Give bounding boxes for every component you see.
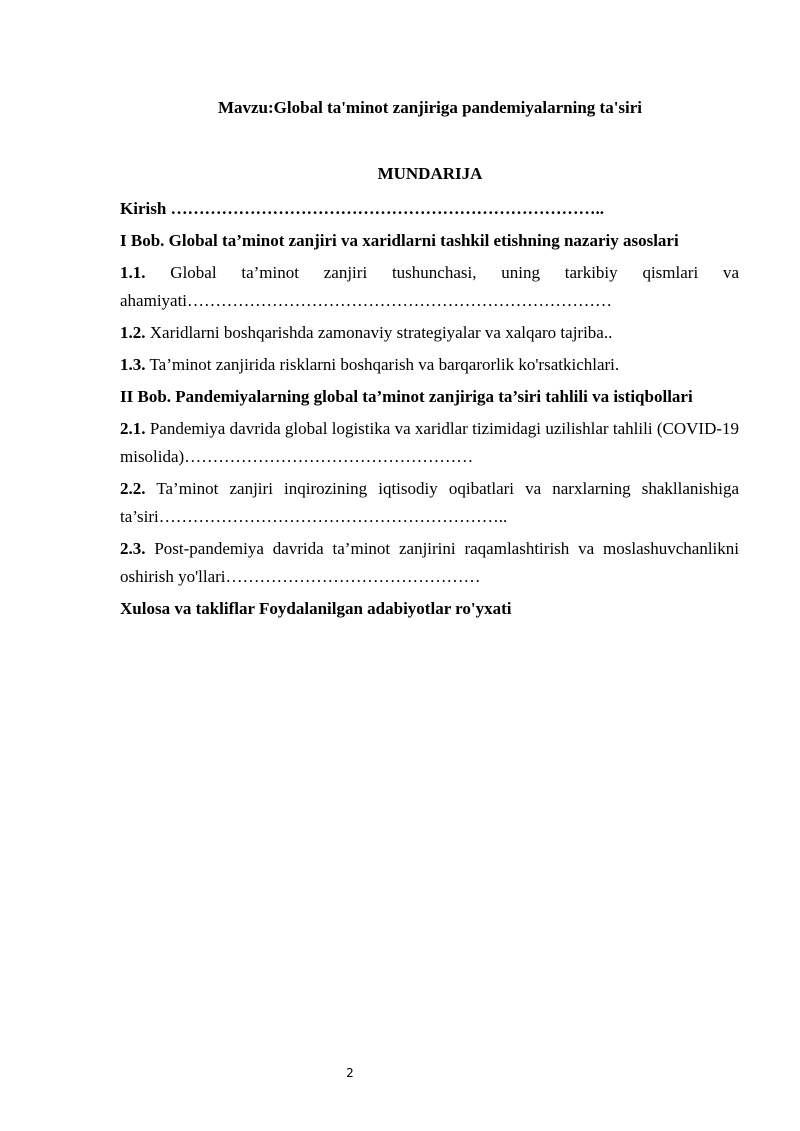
toc-section-2-1 xyxy=(120,415,739,471)
document-topic: Mavzu:Global ta'minot zanjiriga pandemiyalarning ta'siri xyxy=(217,98,643,117)
section-title: Ta’minot zanjirida risklarni boshqarish va barqarorlik ko'rsatkichlari. xyxy=(149,355,620,374)
section-number: 1.1. xyxy=(120,263,146,282)
toc-section-1-3 xyxy=(120,351,739,379)
toc-heading: MUNDARIJA xyxy=(377,164,483,183)
section-title: Global ta’minot zanjiri tushunchasi, uning tarkibiy qismlari va ahamiyati………………………………………………………………… xyxy=(120,263,740,310)
toc-chapter-2: II Bob. Pandemiyalarning global ta’minot zanjiriga ta’siri tahlili va istiqbollari xyxy=(120,387,693,406)
page-number: 2 xyxy=(346,1066,354,1080)
section-title: Xaridlarni boshqarishda zamonaviy strategiyalar va xalqaro tajriba.. xyxy=(149,323,613,342)
section-number: 2.1. xyxy=(120,419,146,438)
toc-section-1-1 xyxy=(120,259,739,315)
section-title: Post-pandemiya davrida ta’minot zanjirini raqamlashtirish va moslashuvchanlikni oshirish yo'llari……………………………………… xyxy=(120,539,739,586)
toc-conclusion: Xulosa va takliflar Foydalanilgan adabiyotlar ro'yxati xyxy=(120,599,512,618)
table-of-contents xyxy=(120,195,739,627)
toc-section-2-3 xyxy=(120,535,739,591)
section-number: 1.2. xyxy=(120,323,146,342)
section-number: 2.2. xyxy=(120,479,146,498)
section-title: Pandemiya davrida global logistika va xaridlar tizimidagi uzilishlar tahlili (COVID-19 misolida)…………………………………………… xyxy=(120,419,740,466)
toc-section-2-2 xyxy=(120,475,739,531)
section-number: 2.3. xyxy=(120,539,146,558)
section-number: 1.3. xyxy=(120,355,146,374)
toc-section-1-2 xyxy=(120,319,739,347)
toc-chapter-1: I Bob. Global ta’minot zanjiri va xaridlarni tashkil etishning nazariy asoslari xyxy=(120,231,679,250)
section-title: Ta’minot zanjiri inqirozining iqtisodiy oqibatlari va narxlarning shakllanishiga ta’siri…………………………………………………….. xyxy=(120,479,739,526)
toc-intro: Kirish ………………………………………………………………….. xyxy=(120,199,605,218)
